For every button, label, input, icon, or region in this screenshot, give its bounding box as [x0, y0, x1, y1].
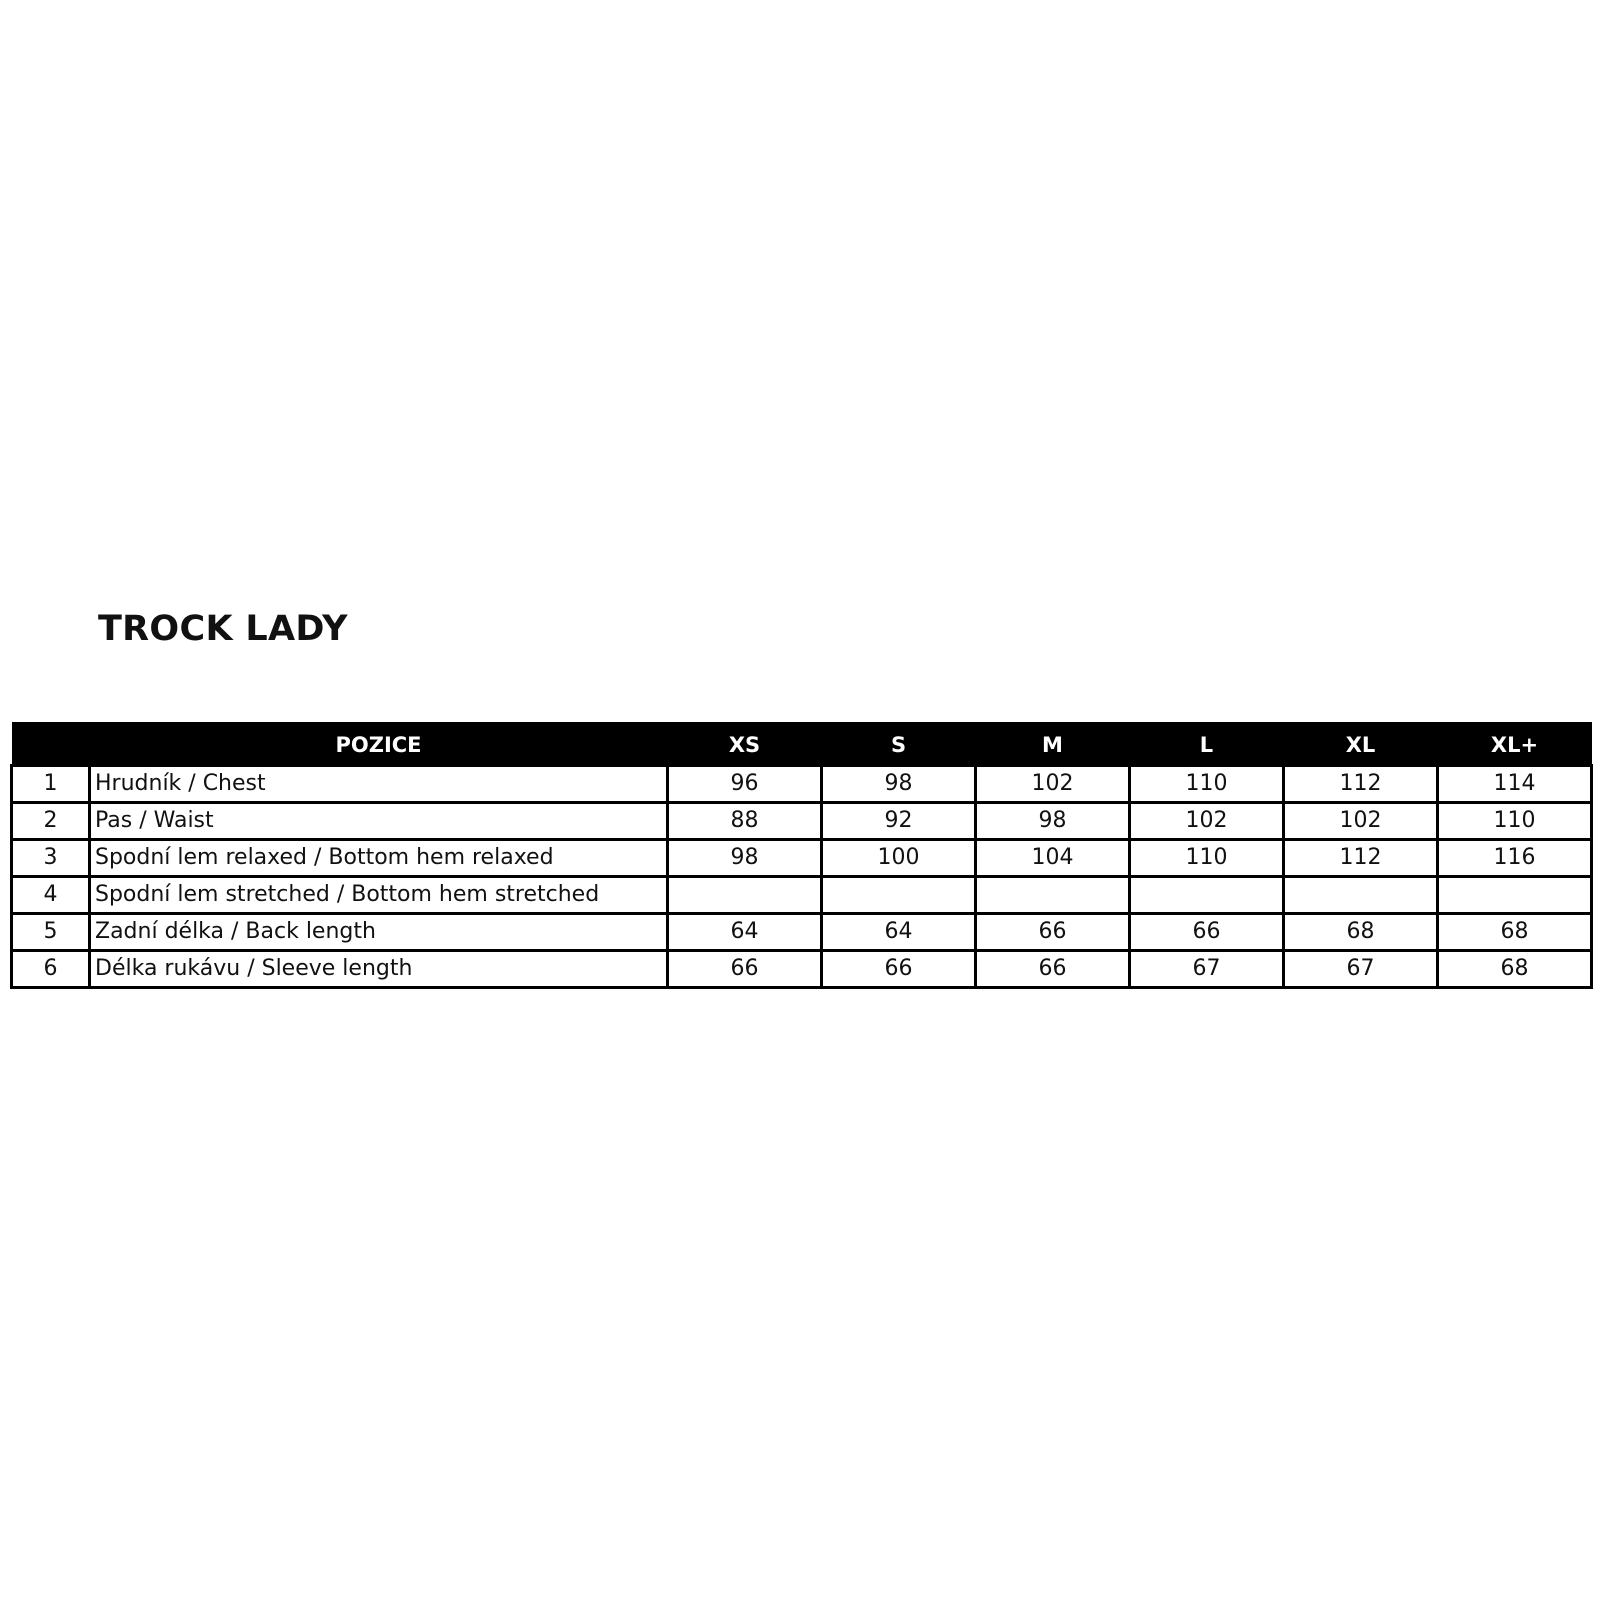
measurement-label: Zadní délka / Back length: [90, 914, 668, 951]
row-number: 5: [12, 914, 90, 951]
table-row: [12, 803, 1592, 840]
table-row: [12, 914, 1592, 951]
column-header-position: POZICE: [90, 724, 668, 766]
table-row: [12, 840, 1592, 877]
table-row: [12, 766, 1592, 803]
value-cell-s: 92: [822, 803, 976, 840]
table-header-row: [12, 724, 1592, 766]
measurement-label: Pas / Waist: [90, 803, 668, 840]
value-cell-l: 110: [1130, 840, 1284, 877]
table-row: [12, 877, 1592, 914]
size-table: [10, 722, 1593, 989]
column-header-l: L: [1130, 724, 1284, 766]
value-cell-xl: 102: [1284, 803, 1438, 840]
value-cell-m: 98: [976, 803, 1130, 840]
table-row: [12, 951, 1592, 988]
value-cell-xl-plus: 68: [1438, 914, 1592, 951]
value-cell-m: 66: [976, 951, 1130, 988]
column-header-xs: XS: [668, 724, 822, 766]
row-number: 1: [12, 766, 90, 803]
value-cell-m: 104: [976, 840, 1130, 877]
measurement-label: Hrudník / Chest: [90, 766, 668, 803]
value-cell-xl-plus: [1438, 877, 1592, 914]
column-header-m: M: [976, 724, 1130, 766]
value-cell-xl-plus: 116: [1438, 840, 1592, 877]
value-cell-xl-plus: 68: [1438, 951, 1592, 988]
value-cell-xl: [1284, 877, 1438, 914]
value-cell-xl-plus: 114: [1438, 766, 1592, 803]
value-cell-xl: 112: [1284, 766, 1438, 803]
column-header-xl-plus: XL+: [1438, 724, 1592, 766]
value-cell-xs: 66: [668, 951, 822, 988]
value-cell-xl-plus: 110: [1438, 803, 1592, 840]
row-number: 3: [12, 840, 90, 877]
value-cell-l: 102: [1130, 803, 1284, 840]
value-cell-m: 102: [976, 766, 1130, 803]
value-cell-s: [822, 877, 976, 914]
column-header-number: [12, 724, 90, 766]
page-title: TROCK LADY: [98, 609, 348, 649]
value-cell-xs: 96: [668, 766, 822, 803]
value-cell-xl: 112: [1284, 840, 1438, 877]
value-cell-m: 66: [976, 914, 1130, 951]
value-cell-xl: 67: [1284, 951, 1438, 988]
value-cell-l: 67: [1130, 951, 1284, 988]
value-cell-l: 110: [1130, 766, 1284, 803]
value-cell-s: 66: [822, 951, 976, 988]
row-number: 6: [12, 951, 90, 988]
value-cell-s: 100: [822, 840, 976, 877]
value-cell-xs: 98: [668, 840, 822, 877]
measurement-label: Délka rukávu / Sleeve length: [90, 951, 668, 988]
value-cell-xl: 68: [1284, 914, 1438, 951]
value-cell-xs: [668, 877, 822, 914]
row-number: 2: [12, 803, 90, 840]
value-cell-xs: 88: [668, 803, 822, 840]
measurement-label: Spodní lem stretched / Bottom hem stretched: [90, 877, 668, 914]
value-cell-xs: 64: [668, 914, 822, 951]
value-cell-s: 64: [822, 914, 976, 951]
row-number: 4: [12, 877, 90, 914]
value-cell-m: [976, 877, 1130, 914]
value-cell-l: 66: [1130, 914, 1284, 951]
column-header-xl: XL: [1284, 724, 1438, 766]
measurement-label: Spodní lem relaxed / Bottom hem relaxed: [90, 840, 668, 877]
value-cell-l: [1130, 877, 1284, 914]
value-cell-s: 98: [822, 766, 976, 803]
column-header-s: S: [822, 724, 976, 766]
